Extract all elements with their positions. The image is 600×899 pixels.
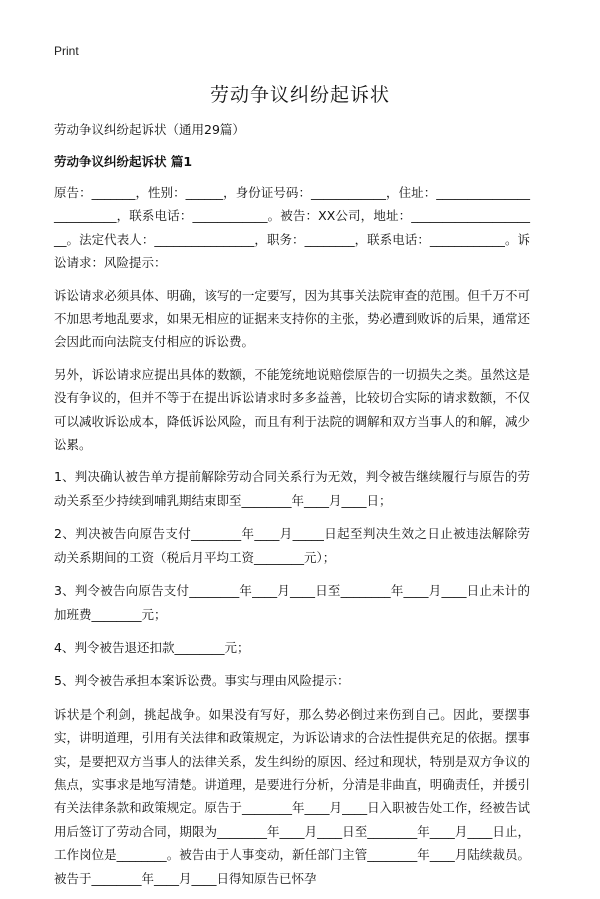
print-label: Print xyxy=(54,44,79,58)
claim-item-5: 5、判令被告承担本案诉讼费。事实与理由风险提示： xyxy=(54,673,350,689)
section-heading: 劳动争议纠纷起诉状 篇1 xyxy=(54,154,193,169)
claim-item-4: 4、判令被告退还扣款________元； xyxy=(54,639,250,655)
document-subtitle: 劳动争议纠纷起诉状（通用29篇） xyxy=(54,122,245,137)
party-info-paragraph: 原告：_______，性别：______，身份证号码：____________，住址：_________________________，联系电话：____________。被告：XX公司，地址：_____________________。法定代表人：________________，职务：________，联系电话：____________。诉讼请求：风险提示： xyxy=(54,185,530,271)
claim-item-2: 2、判决被告向原告支付________年____月_____日起至判决生效之日止被违法解除劳动关系期间的工资（税后月平均工资________元）； xyxy=(54,526,530,565)
document-body xyxy=(54,181,530,899)
amount-tip-paragraph: 另外，诉讼请求应提出具体的数额，不能笼统地说赔偿原告的一切损失之类。虽然这是没有争议的，但并不等于在提出诉讼请求时多多益善，比较切合实际的请求数额，不仅可以减收诉讼成本，降低诉讼风险，而且有利于法院的调解和双方当事人的和解，减少讼累。 xyxy=(54,366,530,453)
facts-paragraph: 诉状是个利剑，挑起战争。如果没有写好，那么势必倒过来伤到自己。因此，要摆事实，讲明道理，引用有关法律和政策规定，为诉讼请求的合法性提供充足的依据。摆事实，是要把双方当事人的法律关系，发生纠纷的原因、经过和现状，特别是双方争议的焦点，实事求是地写清楚。讲道理，是要进行分析，分清是非曲直，明确责任，并援引有关法律条款和政策规定。原告于________年____月____日入职被告处工作，经被告试用后签订了劳动合同，期限为________年____月____日至________年____月____日止，工作岗位是________。被告由于人事变动，新任部门主管________年____月陆续裁员。被告于________年____月____日得知原告已怀孕 xyxy=(54,706,530,886)
claim-item-1: 1、判决确认被告单方提前解除劳动合同关系行为无效，判令被告继续履行与原告的劳动关系至少持续到哺乳期结束即至________年____月____日； xyxy=(54,469,530,508)
claim-item-3: 3、判令被告向原告支付________年____月____日至________年____月____日止未计的加班费________元； xyxy=(54,583,530,622)
claim-tip-paragraph: 诉讼请求必须具体、明确，该写的一定要写，因为其事关法院审查的范围。但千万不可不加思考地乱要求，如果无相应的证据来支持你的主张，势必遭到败诉的后果，通常还会因此而向法院支付相应的诉讼费。 xyxy=(54,287,530,350)
document-title: 劳动争议纠纷起诉状 xyxy=(209,84,390,106)
